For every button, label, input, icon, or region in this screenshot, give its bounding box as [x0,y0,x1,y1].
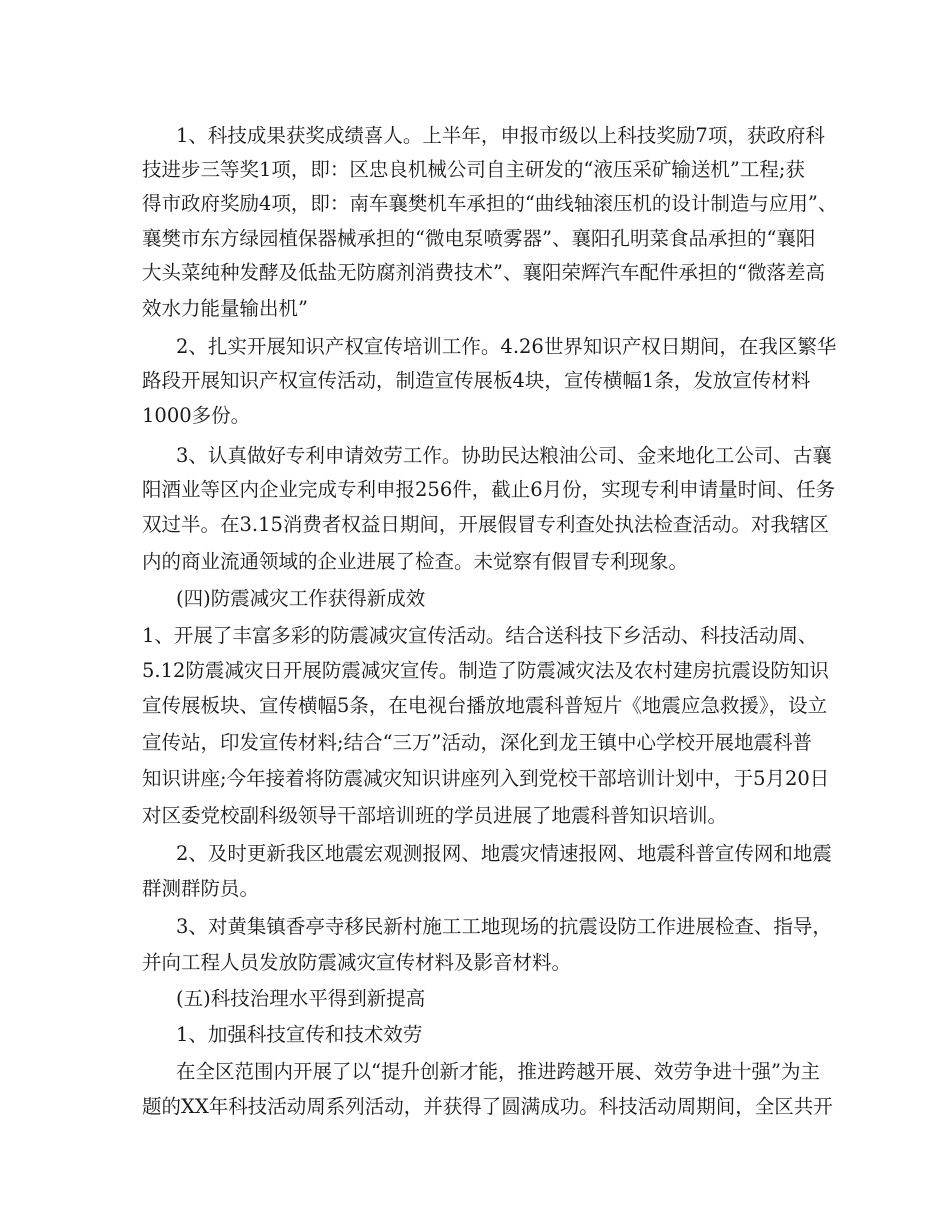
paragraph-4-line-4: 宣传站，印发宣传材料;结合“三万”活动，深化到龙王镇中心学校开展地震科普 [142,731,813,754]
paragraph-4-line-6: 对区委党校副科级领导干部培训班的学员进展了地震科普知识培训。 [142,804,728,827]
paragraph-4-line-1: 1、开展了丰富多彩的防震减灾宣传活动。结合送科技下乡活动、科技活动周、 [142,624,818,647]
paragraph-5-line-2: 群测群防员。 [142,877,260,900]
paragraph-6-line-2: 并向工程人员发放防震减灾宣传材料及影音材料。 [142,951,572,974]
paragraph-3-line-4: 内的商业流通领域的企业进展了检查。未觉察有假冒专利现象。 [142,550,689,573]
paragraph-6-line-1: 3、对黄集镇香亭寺移民新村施工工地现场的抗震设防工作进展检查、指导， [176,915,832,938]
paragraph-5-line-1: 2、及时更新我区地震宏观测报网、地震灾情速报网、地震科普宣传网和地震 [176,842,832,865]
paragraph-3-line-1: 3、认真做好专利申请效劳工作。协助民达粮油公司、金来地化工公司、古襄 [176,444,832,467]
paragraph-2-line-3: 1000多份。 [142,404,251,427]
section-heading-5: (五)科技治理水平得到新提高 [176,987,426,1010]
paragraph-2-line-2: 路段开展知识产权宣传活动，制造宣传展板4块，宣传横幅1条，发放宣传材料 [142,369,811,392]
paragraph-3-line-2: 阳酒业等区内企业完成专利申报256件，截止6月份，实现专利申请量时间、任务 [142,478,836,501]
paragraph-4-line-3: 宣传展板块、宣传横幅5条，在电视台播放地震科普短片《地震应急救援》，设立 [142,694,828,717]
paragraph-1-line-4: 襄樊市东方绿园植保器械承担的“微电泵喷雾器”、襄阳孔明菜食品承担的“襄阳 [142,227,816,250]
subheading-5-1: 1、加强科技宣传和技术效劳 [176,1023,423,1046]
paragraph-1-line-6: 效水力能量输出机” [142,297,308,320]
section-heading-4: (四)防震减灾工作获得新成效 [176,587,426,610]
paragraph-1-line-2: 技进步三等奖1项，即：区忠良机械公司自主研发的“液压采矿输送机”工程;获 [142,158,805,181]
paragraph-7-line-1: 在全区范围内开展了以“提升创新才能，推进跨越开展、效劳争进十强”为主 [176,1060,820,1083]
paragraph-2-line-1: 2、扎实开展知识产权宣传培训工作。4.26世界知识产权日期间，在我区繁华 [176,335,837,358]
paragraph-7-line-2: 题的XX年科技活动周系列活动，并获得了圆满成功。科技活动周期间，全区共开 [142,1095,833,1118]
paragraph-1-line-1: 1、科技成果获奖成绩喜人。上半年，申报市级以上科技奖励7项，获政府科 [176,124,825,147]
paragraph-1-line-3: 得市政府奖励4项，即：南车襄樊机车承担的“曲线轴滚压机的设计制造与应用”、 [142,192,838,215]
paragraph-4-line-5: 知识讲座;今年接着将防震减灾知识讲座列入到党校干部培训计划中，于5月20日 [142,767,830,790]
paragraph-1-line-5: 大头菜纯种发酵及低盐无防腐剂消费技术”、襄阳荣辉汽车配件承担的“微落差高 [142,261,825,284]
paragraph-4-line-2: 5.12防震减灾日开展防震减灾宣传。制造了防震减灾法及农村建房抗震设防知识 [142,659,829,682]
paragraph-3-line-3: 双过半。在3.15消费者权益日期间，开展假冒专利查处执法检查活动。对我辖区 [142,513,829,536]
